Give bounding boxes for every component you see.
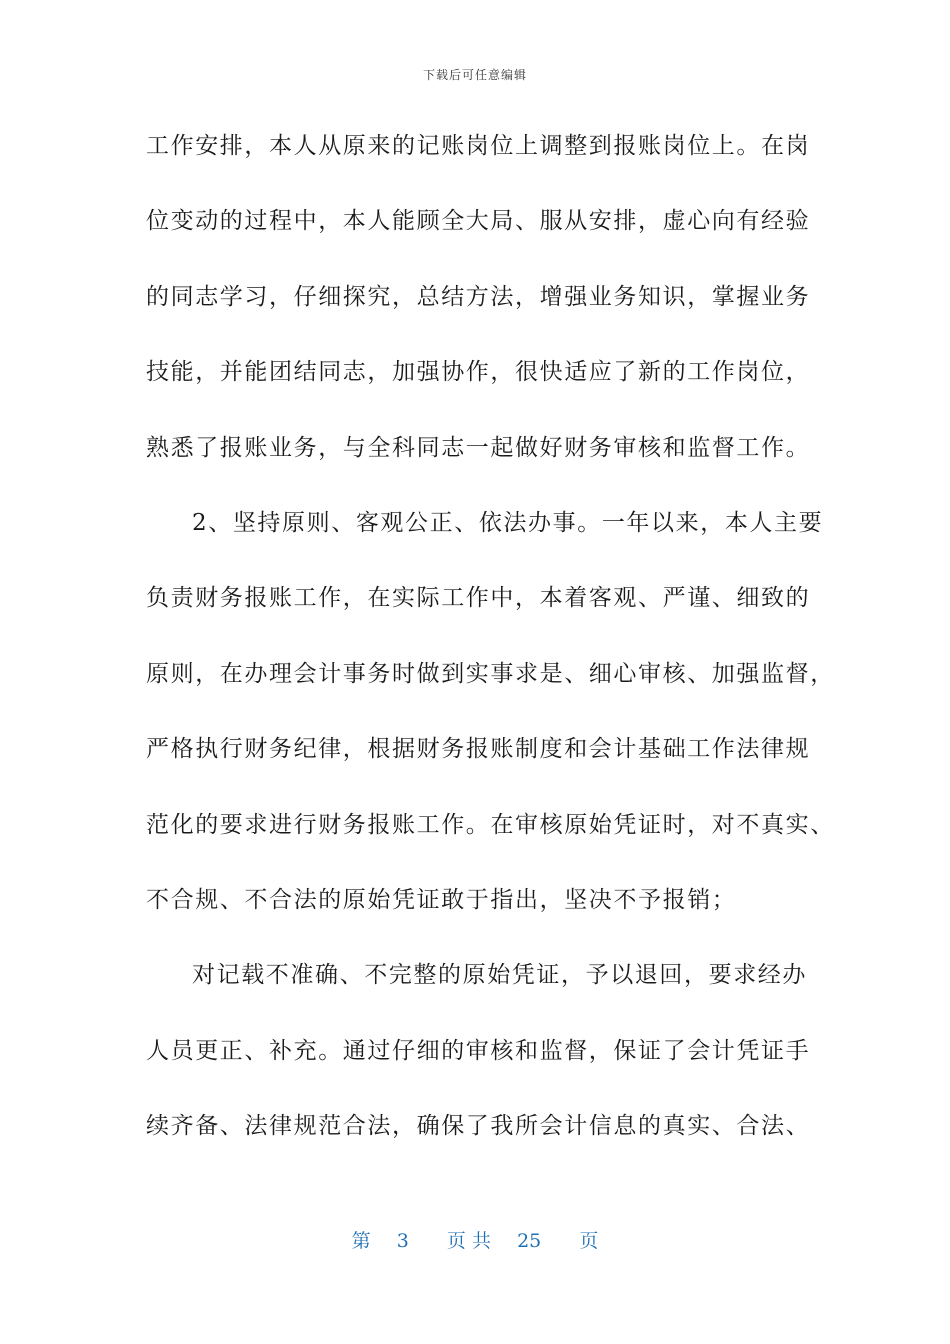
page-footer — [0, 1226, 950, 1253]
page-header-note: 下载后可任意编辑 — [422, 68, 527, 82]
paragraph-line: 范化的要求进行财务报账工作。在审核原始凭证时，对不真实、 — [146, 811, 835, 838]
paragraph-line: 严格执行财务纪律，根据财务报账制度和会计基础工作法律规 — [146, 736, 811, 763]
paragraph-line: 原则，在办理会计事务时做到实事求是、细心审核、加强监督， — [146, 660, 835, 687]
paragraph-line: 的同志学习，仔细探究，总结方法，增强业务知识，掌握业务 — [146, 283, 811, 310]
paragraph-line: 不合规、不合法的原始凭证敢于指出，坚决不予报销； — [146, 886, 737, 913]
paragraph-line: 续齐备、法律规范合法，确保了我所会计信息的真实、合法、 — [146, 1113, 811, 1140]
paragraph-line: 熟悉了报账业务，与全科同志一起做好财务审核和监督工作。 — [146, 434, 811, 461]
paragraph-line: 对记载不准确、不完整的原始凭证，予以退回，要求经办 — [192, 962, 807, 989]
paragraph-line: 2、坚持原则、客观公正、依法办事。一年以来，本人主要 — [192, 509, 824, 536]
paragraph-line: 技能，并能团结同志，加强协作，很快适应了新的工作岗位， — [146, 359, 811, 386]
paragraph-line: 人员更正、补充。通过仔细的审核和监督，保证了会计凭证手 — [146, 1037, 811, 1064]
paragraph-line: 位变动的过程中，本人能顾全大局、服从安排，虚心向有经验 — [146, 208, 811, 235]
current-page-number: 3 — [396, 1230, 409, 1252]
total-pages-number: 25 — [517, 1230, 542, 1252]
paragraph-line: 工作安排，本人从原来的记账岗位上调整到报账岗位上。在岗 — [146, 133, 811, 159]
footer-suffix: 页 — [579, 1230, 599, 1252]
footer-middle: 页 共 — [446, 1230, 491, 1252]
footer-prefix: 第 — [351, 1230, 371, 1252]
paragraph-line: 负责财务报账工作，在实际工作中，本着客观、严谨、细致的 — [146, 585, 811, 612]
document-body — [146, 120, 835, 1175]
